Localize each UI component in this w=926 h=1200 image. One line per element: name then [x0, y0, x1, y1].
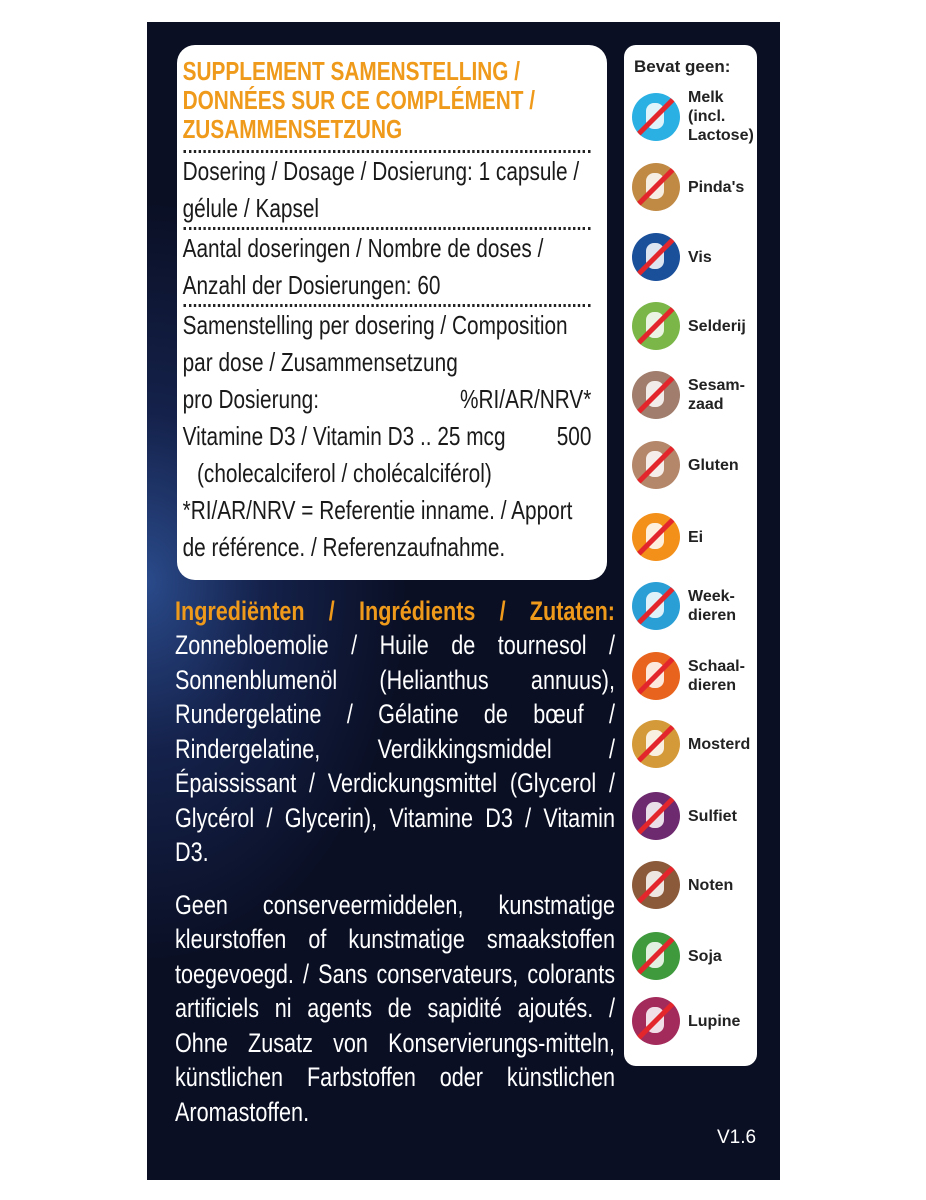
ingredients-text: Zonnebloemolie / Huile de tournesol / Sonnenblumenöl (Helianthus annuus), Rundergelatine / Gélatine de bœuf / Rindergelatine, Verdikkingsmiddel / Épaississant / Verdickungsmittel (Glycerol / Glycérol / Glycerin), Vitamine D3 / Vitamin D3.	[175, 630, 615, 867]
allergen-item	[632, 163, 744, 211]
allergen-label: Ei	[688, 528, 704, 546]
facts-title: SUPPLEMENT SAMENSTELLING / DONNÉES SUR CE COMPLÉMENT / ZUSAMMENSETZUNG	[182, 56, 536, 144]
additives-note: Geen conserveermiddelen, kunstmatige kleurstoffen of kunstmatige smaakstoffen toegevoegd. / Sans conservateurs, colorants artificiels ni agents de sapidité ajoutés. / Ohne Zusatz von Konservierungs-mitteln, künstlichen Farbstoffen oder künstlichen Aromastoffen.	[175, 889, 615, 1127]
mollusc-icon	[632, 582, 680, 630]
allergen-item	[632, 861, 733, 909]
allergen-item	[632, 720, 750, 768]
allergen-label: Noten	[688, 876, 734, 894]
crustacean-icon	[632, 652, 680, 700]
allergen-item	[632, 233, 712, 281]
allergen-item	[632, 932, 722, 980]
composition-heading: Samenstelling per dosering / Composition par dose / Zusammensetzung	[182, 310, 568, 377]
version-label: V1.6	[717, 1127, 757, 1148]
allergen-label: Soja	[688, 947, 722, 965]
nutrient-ri: 500	[556, 421, 592, 451]
footnote: *RI/AR/NRV = Referentie inname. / Apport de référence. / Referenzaufnahme.	[182, 495, 573, 562]
allergen-item	[632, 371, 745, 419]
allergen-item	[632, 652, 745, 700]
gluten-icon	[632, 441, 680, 489]
allergen-label: Lupine	[688, 1012, 741, 1030]
nutrient-source: (cholecalciferol / cholécalciférol)	[197, 458, 492, 488]
per-dose-label: pro Dosierung:	[182, 384, 320, 414]
allergen-item	[632, 513, 703, 561]
allergen-label: Week- dieren	[688, 588, 737, 624]
supplement-label	[147, 22, 780, 1180]
ingredients-heading: Ingrediënten / Ingrédients / Zutaten:	[175, 596, 615, 626]
ingredients-section	[175, 594, 615, 1129]
soy-icon	[632, 932, 680, 980]
peanut-icon	[632, 163, 680, 211]
ri-header: %RI/AR/NRV*	[460, 384, 592, 414]
dosage-text: Dosering / Dosage / Dosierung: 1 capsule / gélule / Kapsel	[182, 156, 580, 223]
milk-icon	[632, 93, 680, 141]
allergen-label: Melk (incl. Lactose)	[688, 89, 754, 144]
egg-icon	[632, 513, 680, 561]
fish-icon	[632, 233, 680, 281]
allergen-item	[632, 302, 746, 350]
lupine-icon	[632, 997, 680, 1045]
celery-icon	[632, 302, 680, 350]
allergen-item	[632, 997, 740, 1045]
supplement-facts-box	[177, 45, 607, 580]
allergen-label: Schaal- dieren	[688, 658, 745, 694]
allergen-item	[632, 441, 739, 489]
allergen-item	[632, 582, 736, 630]
mustard-icon	[632, 720, 680, 768]
allergen-panel	[624, 45, 757, 1066]
allergen-label: Sulfiet	[688, 807, 737, 825]
allergen-label: Sesam- zaad	[688, 377, 745, 413]
allergen-label: Gluten	[688, 456, 739, 474]
allergen-item	[632, 88, 754, 145]
sesame-icon	[632, 371, 680, 419]
allergen-label: Mosterd	[688, 735, 751, 753]
doses-count: Aantal doseringen / Nombre de doses / Anzahl der Dosierungen: 60	[182, 233, 544, 300]
nutrient-name: Vitamine D3 / Vitamin D3 .. 25 mcg	[182, 421, 506, 451]
allergen-item	[632, 792, 737, 840]
nuts-icon	[632, 861, 680, 909]
allergen-label: Vis	[688, 248, 712, 266]
allergen-label: Selderij	[688, 317, 746, 335]
sulphite-icon	[632, 792, 680, 840]
allergen-heading: Bevat geen:	[634, 57, 731, 76]
allergen-label: Pinda's	[688, 178, 745, 196]
